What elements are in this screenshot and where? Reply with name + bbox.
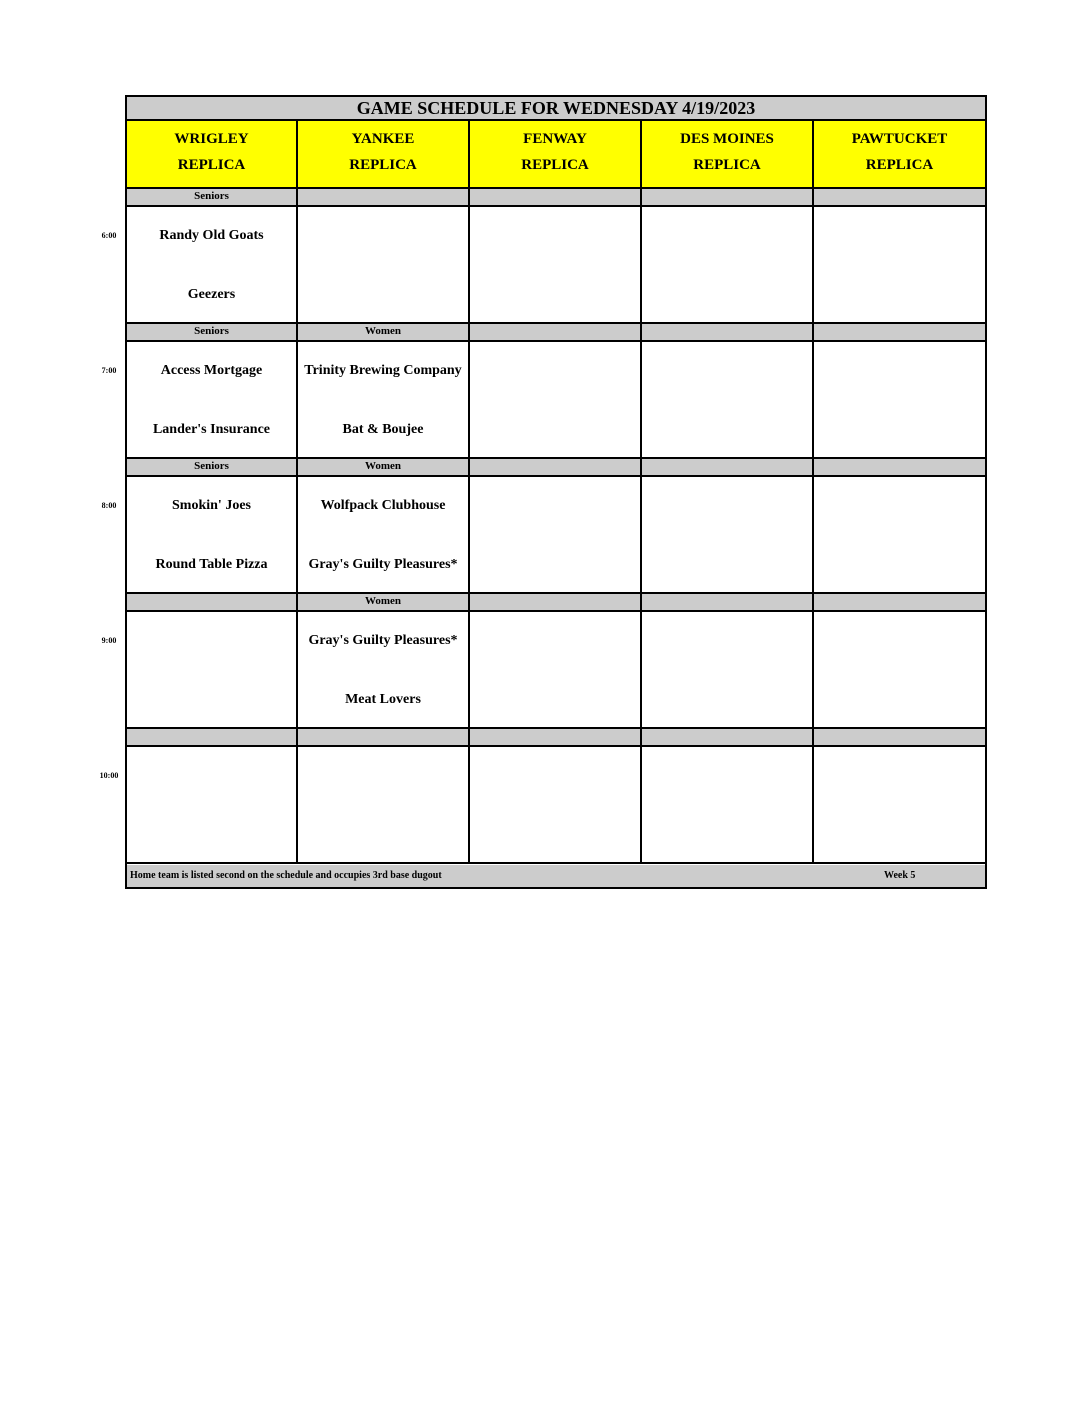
- game-cell: [470, 612, 642, 729]
- away-team: Access Mortgage: [160, 363, 263, 378]
- schedule-table: [125, 95, 987, 889]
- field-subtitle: REPLICA: [693, 157, 761, 173]
- division-label: Seniors: [127, 324, 298, 342]
- division-label: Women: [298, 324, 470, 342]
- game-cell: [814, 477, 985, 594]
- division-label: [298, 729, 470, 747]
- division-label: Seniors: [127, 189, 298, 207]
- home-team: Bat & Boujee: [342, 422, 424, 437]
- field-header: [470, 121, 642, 189]
- time-label: 7:00: [101, 366, 117, 375]
- division-label: [470, 324, 642, 342]
- away-team: Gray's Guilty Pleasures*: [308, 633, 458, 648]
- field-header: [814, 121, 985, 189]
- away-team: Smokin' Joes: [172, 498, 251, 513]
- game-cell: [642, 477, 814, 594]
- game-cell: [298, 612, 470, 729]
- division-label: Seniors: [127, 459, 298, 477]
- division-label: [642, 189, 814, 207]
- division-label: Women: [298, 459, 470, 477]
- game-cell: [127, 342, 298, 459]
- division-label: [127, 594, 298, 612]
- game-cell: [470, 207, 642, 324]
- field-name: WRIGLEY: [174, 131, 249, 147]
- game-cell: [470, 477, 642, 594]
- game-cell: [642, 342, 814, 459]
- division-label: [642, 459, 814, 477]
- away-team: Wolfpack Clubhouse: [320, 498, 446, 513]
- division-label: [642, 324, 814, 342]
- division-label: [814, 729, 985, 747]
- division-label: [470, 459, 642, 477]
- game-cell: [642, 747, 814, 864]
- field-subtitle: REPLICA: [349, 157, 417, 173]
- division-label: [814, 189, 985, 207]
- away-team: Randy Old Goats: [159, 228, 264, 243]
- game-cell: [642, 612, 814, 729]
- game-cell: [298, 477, 470, 594]
- footer-note: Home team is listed second on the schedule and occupies 3rd base dugout: [130, 870, 442, 881]
- field-name: DES MOINES: [680, 131, 774, 147]
- schedule-footer: [127, 865, 985, 887]
- division-label: [642, 594, 814, 612]
- home-team: Geezers: [187, 287, 236, 302]
- field-name: FENWAY: [523, 131, 587, 147]
- field-name: PAWTUCKET: [851, 131, 948, 147]
- field-header: [642, 121, 814, 189]
- home-team: Meat Lovers: [345, 692, 421, 707]
- field-subtitle: REPLICA: [177, 157, 246, 173]
- week-label: Week 5: [884, 870, 916, 881]
- time-label: 6:00: [101, 231, 117, 240]
- division-label: [814, 594, 985, 612]
- time-label: 8:00: [101, 501, 117, 510]
- game-cell: [127, 612, 298, 729]
- field-subtitle: REPLICA: [865, 157, 934, 173]
- time-label: 10:00: [99, 771, 119, 780]
- game-cell: [642, 207, 814, 324]
- home-team: Lander's Insurance: [152, 422, 271, 437]
- field-subtitle: REPLICA: [521, 157, 589, 173]
- game-cell: [814, 207, 985, 324]
- away-team: Trinity Brewing Company: [304, 363, 462, 378]
- game-cell: [127, 747, 298, 864]
- game-cell: [814, 612, 985, 729]
- division-label: [470, 729, 642, 747]
- division-label: [298, 189, 470, 207]
- division-label: [470, 189, 642, 207]
- field-name: YANKEE: [351, 131, 415, 147]
- game-cell: [470, 747, 642, 864]
- home-team: Gray's Guilty Pleasures*: [308, 557, 458, 572]
- field-header: [298, 121, 470, 189]
- division-label: [642, 729, 814, 747]
- field-header: [127, 121, 298, 189]
- division-label: [814, 324, 985, 342]
- game-cell: [298, 342, 470, 459]
- schedule-title: GAME SCHEDULE FOR WEDNESDAY 4/19/2023: [127, 97, 985, 121]
- division-label: Women: [298, 594, 470, 612]
- division-label: [814, 459, 985, 477]
- time-label: 9:00: [101, 636, 117, 645]
- game-cell: [127, 477, 298, 594]
- game-cell: [298, 207, 470, 324]
- game-cell: [127, 207, 298, 324]
- game-cell: [814, 342, 985, 459]
- home-team: Round Table Pizza: [155, 557, 268, 572]
- game-cell: [470, 342, 642, 459]
- game-cell: [298, 747, 470, 864]
- division-label: [470, 594, 642, 612]
- game-cell: [814, 747, 985, 864]
- division-label: [127, 729, 298, 747]
